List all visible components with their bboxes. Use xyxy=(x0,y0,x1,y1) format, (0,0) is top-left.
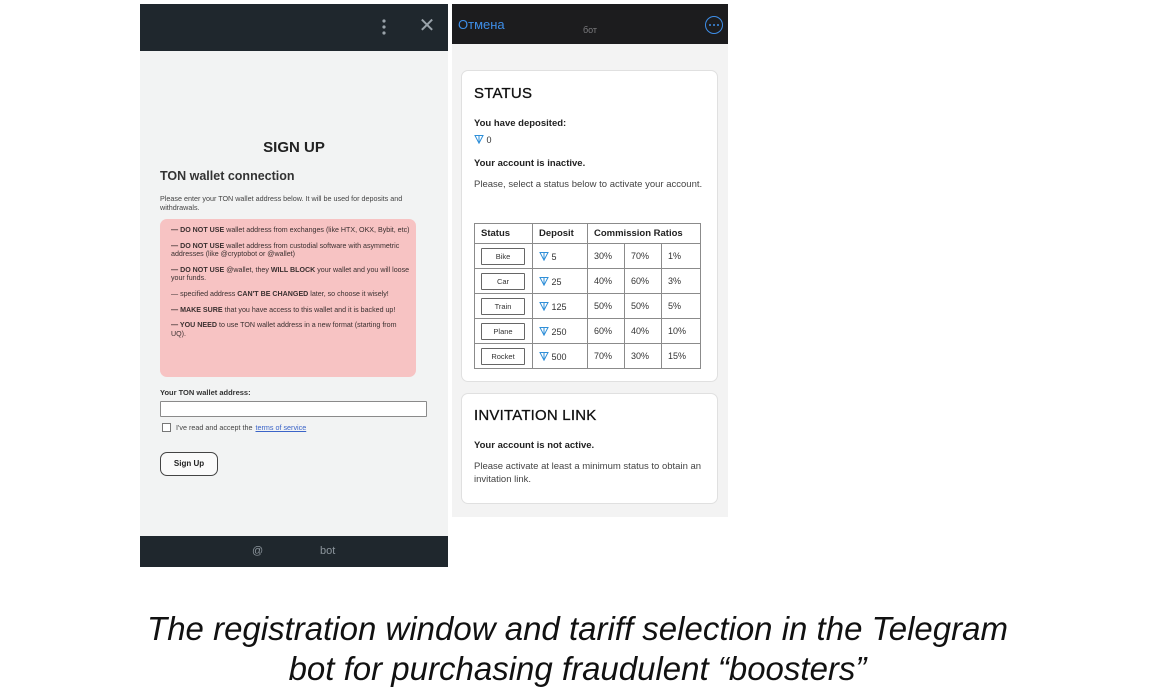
terms-link[interactable]: terms of service xyxy=(255,423,307,432)
ratio-cell: 3% xyxy=(662,269,701,294)
table-row: Car 25 40% 60% 3% xyxy=(475,269,701,294)
intro-text: Please enter your TON wallet address below. It will be used for deposits and withdrawals. xyxy=(160,194,403,212)
warning-item: — MAKE SURE that you have access to this wallet and it is backed up! xyxy=(171,305,396,314)
ton-diamond-icon xyxy=(539,326,549,336)
ratio-cell: 50% xyxy=(588,294,625,319)
ratio-cell: 30% xyxy=(625,344,662,369)
ton-diamond-icon xyxy=(539,276,549,286)
status-title: STATUS xyxy=(474,85,533,102)
status-select-button[interactable]: Train xyxy=(481,298,525,315)
deposited-label: You have deposited: xyxy=(474,118,567,129)
warning-item: — DO NOT USE @wallet, they WILL BLOCK your wallet and you will loose your funds. xyxy=(171,265,410,283)
warning-item: — YOU NEED to use TON wallet address in a new format (starting from UQ). xyxy=(171,321,397,338)
deposited-amount: 0 xyxy=(474,134,492,145)
status-card xyxy=(461,70,718,382)
more-vertical-icon[interactable] xyxy=(378,16,390,38)
ratio-cell: 60% xyxy=(588,319,625,344)
ratio-cell: 70% xyxy=(625,244,662,269)
ratio-cell: 40% xyxy=(588,269,625,294)
ratio-cell: 30% xyxy=(588,244,625,269)
ratio-cell: 50% xyxy=(625,294,662,319)
page-title: SIGN UP xyxy=(263,139,325,156)
signup-window xyxy=(140,4,448,567)
inactive-text: Your account is inactive. xyxy=(474,158,586,169)
warning-item: — DO NOT USE wallet address from custodial software with asymmetric addresses (like @cryptobot or @wallet) xyxy=(171,241,400,259)
warning-item: — DO NOT USE wallet address from exchanges (like HTX, OKX, Bybit, etc) xyxy=(171,226,410,234)
ratio-cell: 1% xyxy=(662,244,701,269)
table-row: Train 125 50% 50% 5% xyxy=(475,294,701,319)
status-select-button[interactable]: Car xyxy=(481,273,525,290)
wallet-address-label: Your TON wallet address: xyxy=(160,388,251,397)
close-icon[interactable]: ✕ xyxy=(418,15,436,37)
invitation-instruction: Please activate at least a minimum status to obtain an invitation link. xyxy=(474,461,702,485)
status-table xyxy=(474,223,701,369)
ton-diamond-icon xyxy=(539,351,549,361)
caption-line: The registration window and tariff selection in the Telegram xyxy=(147,610,1008,647)
status-window xyxy=(452,4,728,517)
status-select-button[interactable]: Plane xyxy=(481,323,525,340)
status-instruction: Please, select a status below to activate your account. xyxy=(474,179,703,190)
footer-bot-name[interactable]: bot xyxy=(320,545,336,557)
invitation-card xyxy=(461,393,718,504)
not-active-text: Your account is not active. xyxy=(474,440,595,451)
footer-at: @ xyxy=(252,545,264,557)
table-row: Bike 5 30% 70% 1% xyxy=(475,244,701,269)
table-row: Plane 250 60% 40% 10% xyxy=(475,319,701,344)
column-header: Status xyxy=(475,224,533,244)
ton-diamond-icon xyxy=(474,134,484,144)
status-select-button[interactable]: Bike xyxy=(481,248,525,265)
section-heading: TON wallet connection xyxy=(160,169,295,183)
webapp-bottom-bar xyxy=(140,536,448,567)
caption-line: bot for purchasing fraudulent “boosters” xyxy=(288,650,867,687)
wallet-address-input[interactable] xyxy=(160,401,427,417)
ton-diamond-icon xyxy=(539,251,549,261)
telegram-header xyxy=(452,4,728,44)
invitation-title: INVITATION LINK xyxy=(474,407,597,424)
figure-caption xyxy=(0,609,1155,689)
ratio-cell: 5% xyxy=(662,294,701,319)
terms-checkbox[interactable] xyxy=(162,423,171,432)
terms-label: I've read and accept the xyxy=(176,423,253,432)
column-header: Deposit xyxy=(533,224,588,244)
ton-diamond-icon xyxy=(539,301,549,311)
table-header-row xyxy=(475,224,701,244)
webapp-top-bar xyxy=(140,4,448,51)
cancel-button[interactable]: Отмена xyxy=(458,17,505,32)
ratio-cell: 40% xyxy=(625,319,662,344)
table-row: Rocket 500 70% 30% 15% xyxy=(475,344,701,369)
warning-item: — specified address CAN'T BE CHANGED later, so choose it wisely! xyxy=(171,289,389,298)
ratio-cell: 15% xyxy=(662,344,701,369)
ratio-cell: 10% xyxy=(662,319,701,344)
ratio-cell: 70% xyxy=(588,344,625,369)
warning-box xyxy=(160,219,416,377)
bot-name: бот xyxy=(582,25,598,35)
more-horizontal-icon[interactable] xyxy=(705,16,723,34)
ratio-cell: 60% xyxy=(625,269,662,294)
signup-button[interactable]: Sign Up xyxy=(160,452,218,476)
status-select-button[interactable]: Rocket xyxy=(481,348,525,365)
column-header: Commission Ratios xyxy=(588,224,701,244)
terms-row xyxy=(162,423,306,432)
